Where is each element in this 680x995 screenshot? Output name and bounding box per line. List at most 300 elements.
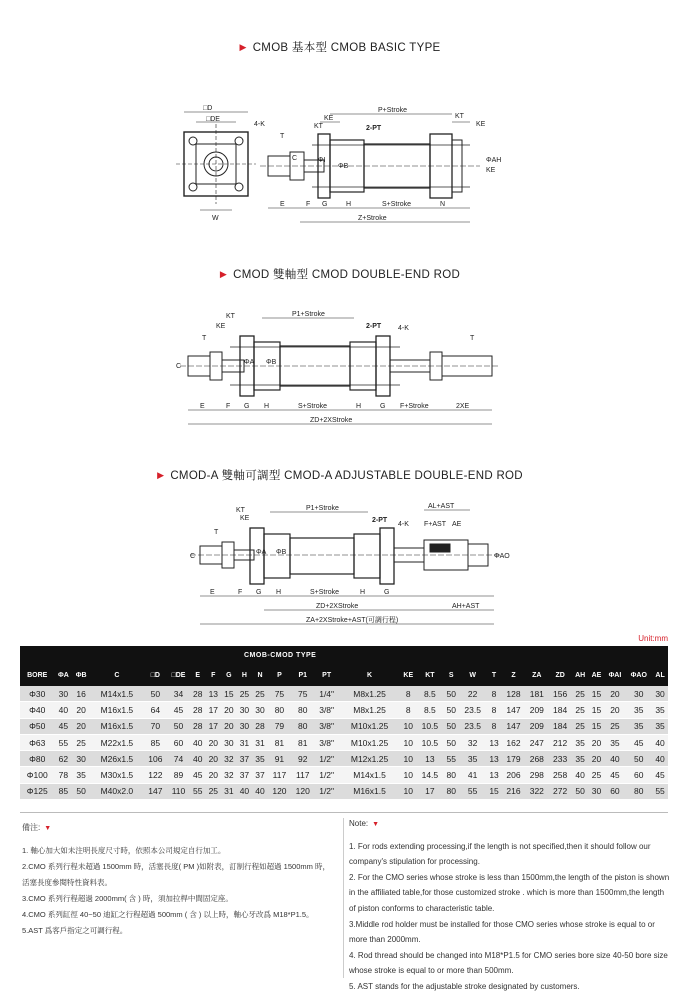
dim-label: F+Stroke [400, 403, 429, 410]
dim-label: KE [476, 121, 486, 128]
table-cell: 30 [72, 751, 90, 767]
table-cell: 50 [443, 734, 459, 750]
table-cell: 3/8" [314, 702, 338, 718]
table-cell: 20 [72, 718, 90, 734]
table-cell: 41 [459, 767, 486, 783]
table-cell: 147 [144, 783, 167, 799]
dim-label: □D [203, 105, 213, 112]
dim-label: P1+Stroke [292, 311, 325, 318]
table-cell: 32 [221, 767, 237, 783]
table-cell: 35 [252, 751, 268, 767]
dim-label: H [346, 201, 352, 208]
table-cell: 17 [206, 702, 222, 718]
table-cell: 20 [604, 686, 625, 702]
unit-label: Unit:mm [638, 634, 668, 643]
red-triangle-icon: ▶ [157, 470, 165, 480]
table-cell: 10 [400, 751, 416, 767]
dim-label: G [384, 589, 390, 596]
table-cell: 8.5 [416, 702, 443, 718]
table-cell: M30x1.5 [90, 767, 144, 783]
table-cell: 184 [548, 702, 571, 718]
table-cell: 120 [268, 783, 291, 799]
table-cell: 10 [400, 718, 416, 734]
column-header: BORE [20, 664, 54, 686]
dim-label: G [322, 201, 328, 208]
table-cell: 298 [525, 767, 548, 783]
table-cell: 40 [604, 751, 625, 767]
dim-label: ΦB [338, 163, 349, 170]
table-cell: 272 [548, 783, 571, 799]
table-cell: 258 [548, 767, 571, 783]
table-cell: 37 [237, 751, 253, 767]
dim-label: S+Stroke [382, 201, 411, 208]
dim-label: 2XE [456, 403, 470, 410]
table-cell: 20 [588, 734, 604, 750]
column-header: ZA [525, 664, 548, 686]
column-header: C [90, 664, 144, 686]
table-row [20, 686, 668, 702]
table-cell: 28 [252, 718, 268, 734]
dim-label: 4-K [254, 121, 265, 128]
table-cell: 147 [502, 702, 525, 718]
table-cell: 14.5 [416, 767, 443, 783]
table-cell: 45 [167, 702, 190, 718]
table-cell: 3/8" [314, 718, 338, 734]
table-cell: 40 [190, 734, 206, 750]
table-cell: 32 [459, 734, 486, 750]
column-header: W [459, 664, 486, 686]
notes-divider [343, 818, 344, 978]
table-cell: 17 [206, 718, 222, 734]
table-cell: 147 [502, 718, 525, 734]
table-cell: 28 [190, 702, 206, 718]
note-item: 4. Rod thread should be changed into M18*P1.5 for CMO series bore size 40-50 bore size whose stroke is equal to or more than 500mm. [349, 950, 668, 976]
dim-label: ΦB [266, 359, 277, 366]
table-cell: 16 [72, 686, 90, 702]
column-header: KE [400, 664, 416, 686]
table-row [20, 767, 668, 783]
dim-label: ΦB [276, 549, 287, 556]
table-cell: 35 [625, 718, 652, 734]
table-cell: 60 [625, 767, 652, 783]
table-cell: 80 [443, 783, 459, 799]
column-header: AE [588, 664, 604, 686]
note-item: 3.CMO 系列行程超過 2000mm( 含 ) 時，須加拉桿中間固定座。 [22, 894, 233, 903]
table-cell: 35 [625, 702, 652, 718]
column-header: N [252, 664, 268, 686]
table-cell: 30 [252, 702, 268, 718]
dim-label: N [440, 201, 446, 208]
column-header: KT [416, 664, 443, 686]
table-cell: 25 [604, 718, 625, 734]
dim-label: 4-K [398, 325, 409, 332]
dim-label: S+Stroke [310, 589, 339, 596]
table-cell: 30 [237, 702, 253, 718]
table-cell: 1/2" [314, 751, 338, 767]
table-cell: 20 [588, 751, 604, 767]
table-cell: M10x1.25 [339, 718, 400, 734]
notes-en-heading: Note: ▼ [349, 819, 380, 828]
table-cell: 110 [167, 783, 190, 799]
table-caption: CMOB-CMOD TYPE [20, 646, 668, 664]
dim-label: P1+Stroke [306, 505, 339, 512]
table-cell: 80 [268, 702, 291, 718]
note-item: 5. AST stands for the adjustable stroke designated by customers. [349, 981, 580, 991]
table-cell: 162 [502, 734, 525, 750]
note-item: 1. For rods extending processing,if the length is not specified,then it should follow our company's stipulation for processing. [349, 841, 651, 867]
table-cell: 70 [144, 718, 167, 734]
table-cell: 30 [625, 686, 652, 702]
dim-label: ZD+2XStroke [310, 417, 353, 424]
table-cell: 37 [252, 767, 268, 783]
table-cell: 8 [486, 686, 502, 702]
table-cell: 10 [400, 734, 416, 750]
table-cell: 45 [54, 718, 72, 734]
dim-label: T [214, 529, 219, 536]
column-header: □D [144, 664, 167, 686]
dim-label: ZD+2XStroke [316, 603, 359, 610]
table-cell: 25 [206, 783, 222, 799]
table-cell: 80 [443, 767, 459, 783]
table-cell: M8x1.25 [339, 702, 400, 718]
table-cell: 55 [190, 783, 206, 799]
table-cell: 25 [572, 686, 589, 702]
table-cell: 20 [206, 751, 222, 767]
table-cell: M14x1.5 [339, 767, 400, 783]
table-cell: 13 [486, 751, 502, 767]
table-cell: 30 [652, 686, 668, 702]
table-cell: 13 [486, 767, 502, 783]
table-cell: 20 [206, 734, 222, 750]
dim-label: H [276, 589, 282, 596]
section-title-adjustable: ▶ CMOD-A 雙軸可調型 CMOD-A ADJUSTABLE DOUBLE-END ROD [157, 470, 523, 482]
table-cell: 79 [268, 718, 291, 734]
table-cell: 1/4" [314, 686, 338, 702]
dim-label: Z+Stroke [358, 215, 387, 222]
table-cell: M26x1.5 [90, 751, 144, 767]
dim-label: ΦAO [494, 553, 510, 560]
dim-label: 2-PT [366, 125, 382, 132]
dim-label: AE [452, 521, 462, 528]
dim-label: AH+AST [452, 603, 480, 610]
table-body [20, 686, 668, 800]
dim-label: ΦA [244, 359, 255, 366]
table-cell: 206 [502, 767, 525, 783]
table-cell: 31 [252, 734, 268, 750]
notes-cn-heading: 備注: ▼ [22, 823, 52, 832]
table-cell: 28 [190, 718, 206, 734]
table-cell: 40 [237, 783, 253, 799]
dim-label: KT [314, 123, 323, 130]
table-row [20, 783, 668, 799]
table-cell: 40 [252, 783, 268, 799]
table-cell: 89 [167, 767, 190, 783]
note-item: 1. 軸心加大如未注明長度尺寸時，依照本公司規定自行加工。 [22, 846, 226, 855]
dim-label: T [202, 335, 207, 342]
table-cell: 25 [588, 767, 604, 783]
table-cell: 20 [221, 718, 237, 734]
table-cell: 35 [572, 751, 589, 767]
column-header: E [190, 664, 206, 686]
column-header: AL [652, 664, 668, 686]
table-cell: 8 [400, 686, 416, 702]
cmod-double-drawing [0, 306, 680, 436]
table-cell: Φ50 [20, 718, 54, 734]
note-item: 5.AST 爲客戶指定之可調行程。 [22, 926, 128, 935]
column-header: □DE [167, 664, 190, 686]
table-cell: 50 [72, 783, 90, 799]
adjusting-thread [430, 544, 450, 552]
table-cell: M16x1.5 [90, 702, 144, 718]
table-cell: 55 [652, 783, 668, 799]
table-cell: 35 [604, 734, 625, 750]
cylinder-tube [280, 346, 350, 386]
table-cell: 8 [400, 702, 416, 718]
table-cell: 8 [486, 718, 502, 734]
table-cell: 60 [167, 734, 190, 750]
table-cell: 13 [416, 751, 443, 767]
table-cell: 50 [443, 686, 459, 702]
table-cell: 15 [588, 718, 604, 734]
table-cell: 40 [572, 767, 589, 783]
red-triangle-down-icon: ▼ [44, 825, 52, 832]
table-row [20, 702, 668, 718]
table-cell: 78 [54, 767, 72, 783]
dim-label: C [190, 553, 196, 560]
dim-label: S+Stroke [298, 403, 327, 410]
table-cell: 22 [459, 686, 486, 702]
table-cell: 184 [548, 718, 571, 734]
column-header: Z [502, 664, 525, 686]
table-cell: 10 [400, 783, 416, 799]
table-cell: 40 [652, 734, 668, 750]
red-triangle-down-icon: ▼ [372, 821, 380, 828]
dim-label: H [360, 589, 366, 596]
dim-label: E [280, 201, 285, 208]
table-cell: 106 [144, 751, 167, 767]
table-cell: 92 [291, 751, 314, 767]
table-cell: M16x1.5 [90, 718, 144, 734]
table-cell: 10.5 [416, 734, 443, 750]
table-cell: 80 [291, 702, 314, 718]
column-header: S [443, 664, 459, 686]
red-triangle-icon: ▶ [239, 42, 247, 52]
table-cell: 62 [54, 751, 72, 767]
dim-label: ΦI [318, 157, 326, 164]
column-header: H [237, 664, 253, 686]
table-cell: 81 [268, 734, 291, 750]
table-cell: 117 [291, 767, 314, 783]
dim-label: 2-PT [366, 323, 382, 330]
table-cell: 117 [268, 767, 291, 783]
red-triangle-icon: ▶ [219, 269, 228, 279]
table-cell: 50 [572, 783, 589, 799]
cmod-a-adjustable-drawing [0, 500, 680, 630]
table-cell: 13 [206, 686, 222, 702]
column-header: K [339, 664, 400, 686]
dim-label: ΦAH [486, 157, 502, 164]
table-cell: 13 [486, 734, 502, 750]
dim-label: F [226, 403, 231, 410]
dim-label: E [200, 403, 205, 410]
table-cell: M8x1.25 [339, 686, 400, 702]
table-cell: 23.5 [459, 718, 486, 734]
spec-table [20, 646, 668, 800]
table-row [20, 734, 668, 750]
column-header: AH [572, 664, 589, 686]
table-cell: 80 [625, 783, 652, 799]
table-cell: 17 [416, 783, 443, 799]
table-header-row [20, 664, 668, 686]
divider [20, 812, 668, 813]
table-cell: 31 [237, 734, 253, 750]
table-cell: 64 [144, 702, 167, 718]
dim-label: H [264, 403, 270, 410]
dim-label: 4-K [398, 521, 409, 528]
table-cell: 50 [443, 718, 459, 734]
column-header: ZD [548, 664, 571, 686]
table-cell: 15 [486, 783, 502, 799]
column-header: ΦB [72, 664, 90, 686]
table-cell: 85 [54, 783, 72, 799]
table-cell: Φ100 [20, 767, 54, 783]
table-cell: 10.5 [416, 718, 443, 734]
dim-label: P+Stroke [378, 107, 407, 114]
note-item: 3.Middle rod holder must be installed for those CMO series whose stroke is equal to or more than 2000mm. [349, 919, 655, 945]
note-item: 2.CMO 系列行程未超過 1500mm 時，活塞長度( PM )如附表，訂制行程如超過 1500mm 時， [22, 862, 330, 871]
table-cell: 181 [525, 686, 548, 702]
table-cell: 25 [72, 734, 90, 750]
table-cell: 212 [548, 734, 571, 750]
table-cell: 50 [625, 751, 652, 767]
table-cell: 40 [652, 751, 668, 767]
table-cell: 91 [268, 751, 291, 767]
dim-label: KT [236, 507, 245, 514]
table-cell: 34 [167, 686, 190, 702]
dim-label: KE [486, 167, 496, 174]
table-cell: 45 [625, 734, 652, 750]
table-cell: 120 [291, 783, 314, 799]
table-cell: 50 [443, 702, 459, 718]
column-header: F [206, 664, 222, 686]
table-cell: 1/2" [314, 767, 338, 783]
dim-label: KT [455, 113, 464, 120]
table-cell: 30 [237, 718, 253, 734]
note-item: 2. For the CMO series whose stroke is less than 1500mm,the length of the piston is shown in the affiliated table,for those customized stroke . which is more than 1500mm,the length of piston conforms to characteristic table. [349, 872, 670, 913]
table-row [20, 718, 668, 734]
dim-label: F [238, 589, 243, 596]
table-cell: 23.5 [459, 702, 486, 718]
dim-label: KE [324, 115, 334, 122]
table-cell: 3/8" [314, 734, 338, 750]
dim-label: KE [240, 515, 250, 522]
table-cell: 37 [237, 767, 253, 783]
table-cell: 322 [525, 783, 548, 799]
table-cell: Φ40 [20, 702, 54, 718]
column-header: ΦAO [625, 664, 652, 686]
table-cell: Φ63 [20, 734, 54, 750]
table-cell: 20 [604, 702, 625, 718]
table-cell: 128 [502, 686, 525, 702]
table-cell: 35 [652, 702, 668, 718]
table-cell: 85 [144, 734, 167, 750]
table-cell: M12x1.25 [339, 751, 400, 767]
table-cell: 45 [604, 767, 625, 783]
section-title-basic: ▶ CMOB 基本型 CMOB BASIC TYPE [239, 42, 441, 54]
table-cell: 32 [221, 751, 237, 767]
table-cell: 74 [167, 751, 190, 767]
table-cell: 75 [268, 686, 291, 702]
table-cell: M22x1.5 [90, 734, 144, 750]
dim-label: G [380, 403, 386, 410]
dim-label: ZA+2XStroke+AST(可調行程) [306, 617, 399, 624]
dim-label: F [306, 201, 311, 208]
dim-label: ΦA [256, 549, 267, 556]
column-header: ΦAI [604, 664, 625, 686]
dim-label: T [470, 335, 475, 342]
column-header: PT [314, 664, 338, 686]
dim-label: C [292, 155, 298, 162]
table-cell: Φ30 [20, 686, 54, 702]
table-cell: 55 [54, 734, 72, 750]
table-cell: 30 [221, 734, 237, 750]
table-cell: 233 [548, 751, 571, 767]
table-cell: 35 [459, 751, 486, 767]
table-cell: 15 [221, 686, 237, 702]
table-cell: 45 [190, 767, 206, 783]
table-cell: 30 [588, 783, 604, 799]
table-cell: 268 [525, 751, 548, 767]
dim-label: H [356, 403, 362, 410]
table-cell: 122 [144, 767, 167, 783]
notes-chinese [22, 820, 342, 939]
dim-label: AL+AST [428, 503, 455, 510]
table-cell: 40 [54, 702, 72, 718]
dim-label: KT [226, 313, 235, 320]
notes-en-list [349, 839, 671, 995]
table-cell: Φ80 [20, 751, 54, 767]
table-cell: 50 [144, 686, 167, 702]
table-cell: 80 [291, 718, 314, 734]
table-cell: M14x1.5 [90, 686, 144, 702]
notes-cn-list [22, 843, 342, 939]
table-cell: 15 [588, 686, 604, 702]
cmob-basic-drawing [0, 100, 680, 240]
dim-label: T [280, 133, 285, 140]
table-cell: 81 [291, 734, 314, 750]
table-cell: 209 [525, 718, 548, 734]
section-title-double: ▶ CMOD 雙軸型 CMOD DOUBLE-END ROD [219, 269, 461, 281]
table-cell: 35 [652, 718, 668, 734]
column-header: P1 [291, 664, 314, 686]
note-item: 活塞長度參閱特性資料表。 [22, 878, 112, 887]
dim-label: G [244, 403, 250, 410]
table-cell: 75 [291, 686, 314, 702]
table-cell: 216 [502, 783, 525, 799]
table-cell: 156 [548, 686, 571, 702]
table-cell: 31 [221, 783, 237, 799]
table-cell: 60 [604, 783, 625, 799]
table-cell: 25 [237, 686, 253, 702]
table-cell: Φ125 [20, 783, 54, 799]
table-cell: 25 [572, 702, 589, 718]
column-header: ΦA [54, 664, 72, 686]
dim-label: 2-PT [372, 517, 388, 524]
table-cell: 28 [190, 686, 206, 702]
dim-label: KE [216, 323, 226, 330]
table-cell: 8 [486, 702, 502, 718]
table-cell: 55 [443, 751, 459, 767]
